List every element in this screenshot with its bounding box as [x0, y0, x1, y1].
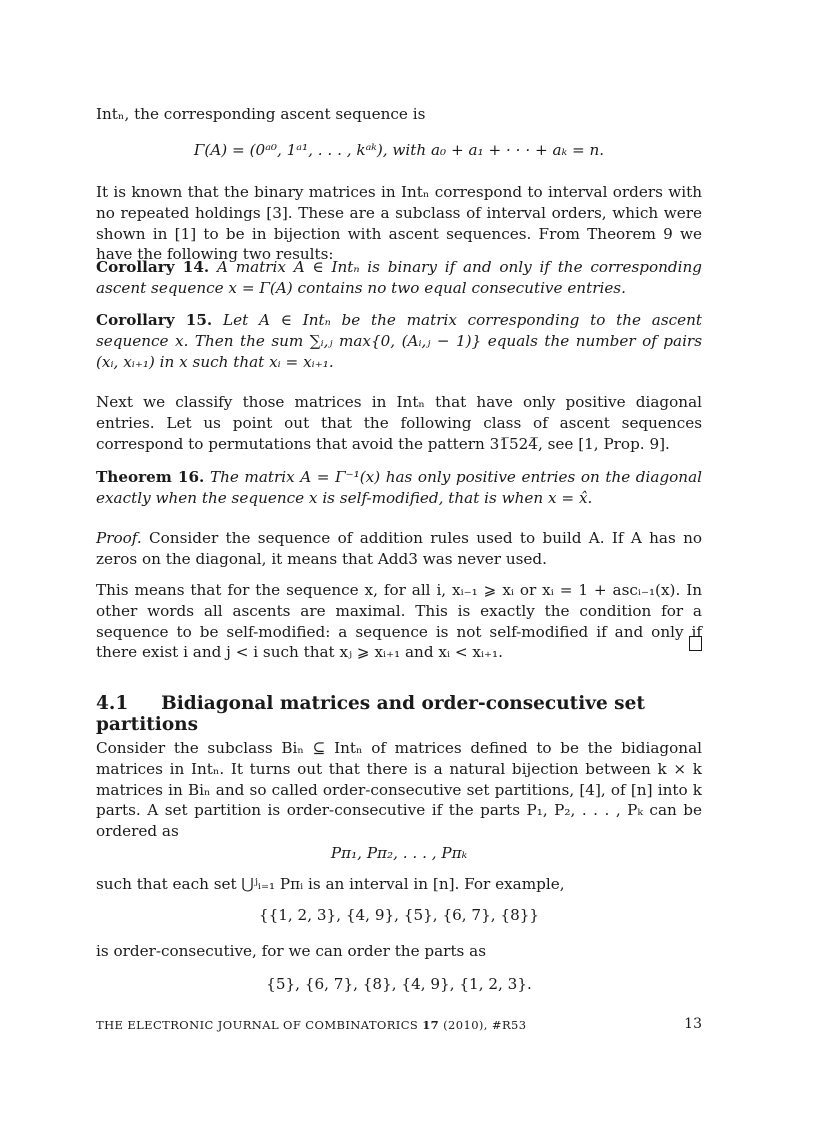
corollary-15 — [96, 310, 702, 372]
ascent-sequence-formula: Γ(A) = (0ᵃ⁰, 1ᵃ¹, . . . , kᵃᵏ), with a₀ + a₁ + · · · + aₖ = n. — [193, 141, 605, 159]
section-heading — [96, 693, 702, 735]
theorem-16-label: Theorem 16. — [96, 468, 205, 486]
journal-issue: (2010), #R53 — [443, 1018, 527, 1032]
proof-paragraph-1 — [96, 528, 702, 570]
ordered-parts-formula: Pπ₁, Pπ₂, . . . , Pπₖ — [330, 844, 468, 862]
section-number: 4.1 — [96, 693, 129, 714]
corollary-14-label: Corollary 14. — [96, 258, 210, 276]
proof-paragraph-2: This means that for the sequence x, for all i, xᵢ₋₁ ⩾ xᵢ or xᵢ = 1 + ascᵢ₋₁(x). In other words all ascents are maximal. This is exactly the condition for a sequence to be self-modified: a sequence is not self-modified if and only if there exist i and j < i such that xⱼ ⩾ xᵢ₊₁ and xᵢ < xᵢ₊₁. — [96, 581, 702, 662]
page-number: 13 — [684, 1016, 702, 1032]
classification-paragraph: Next we classify those matrices in Intₙ that have only positive diagonal entries. Let us point out that the following class of ascent sequences correspond to permutations that avoid the pattern 31̅524̅, see [1, Prop. 9]. — [96, 393, 702, 453]
page-footer — [96, 1018, 702, 1032]
qed-box-icon — [689, 636, 702, 651]
theorem-16-text: The matrix A = Γ⁻¹(x) has only positive entries on the diagonal exactly when the sequence x is self-modified, that is when x = x̂. — [96, 468, 702, 507]
theorem-16 — [96, 467, 702, 509]
journal-name: THE ELECTRONIC JOURNAL OF COMBINATORICS — [96, 1018, 419, 1032]
corollary-15-text: Let A ∈ Intₙ be the matrix corresponding to the ascent sequence x. Then the sum ∑ᵢ,ⱼ max{0, (Aᵢ,ⱼ − 1)} equals the number of pairs (xᵢ, xᵢ₊₁) in x such that xᵢ = xᵢ₊₁. — [96, 311, 703, 371]
proof-text-1: Consider the sequence of addition rules used to build A. If A has no zeros on the diagonal, it means that Add3 was never used. — [96, 529, 703, 568]
corollary-14 — [96, 257, 702, 299]
corollary-14-text: A matrix A ∈ Intₙ is binary if and only if the corresponding ascent sequence x = Γ(A) contains no two equal consecutive entries. — [96, 258, 703, 297]
intro-line: Intₙ, the corresponding ascent sequence is — [96, 105, 426, 123]
proof-label: Proof. — [96, 529, 142, 547]
section-title: Bidiagonal matrices and order-consecutive set partitions — [96, 693, 645, 735]
journal-volume: 17 — [422, 1018, 440, 1032]
example-partition: {{1, 2, 3}, {4, 9}, {5}, {6, 7}, {8}} — [258, 906, 540, 924]
corollary-15-label: Corollary 15. — [96, 311, 213, 329]
ordered-partition: {5}, {6, 7}, {8}, {4, 9}, {1, 2, 3}. — [266, 975, 532, 993]
intro-paragraph: It is known that the binary matrices in Intₙ correspond to interval orders with no repeated holdings [3]. These are a subclass of interval orders, which were shown in [1] to be in bijection with ascent sequences. From Theorem 9 we have the following two results: — [96, 183, 702, 264]
order-sentence: is order-consecutive, for we can order the parts as — [96, 942, 487, 960]
bidiagonal-paragraph: Consider the subclass Biₙ ⊆ Intₙ of matrices defined to be the bidiagonal matrices in Intₙ. It turns out that there is a natural bijection between k × k matrices in Biₙ and so called order-consecutive set partitions, [4], of [n] into k parts. A set partition is order-consecutive if the parts P₁, P₂, . . . , Pₖ can be ordered as — [96, 739, 702, 841]
interval-sentence: such that each set ⋃ʲᵢ₌₁ Pπᵢ is an interval in [n]. For example, — [96, 875, 565, 893]
